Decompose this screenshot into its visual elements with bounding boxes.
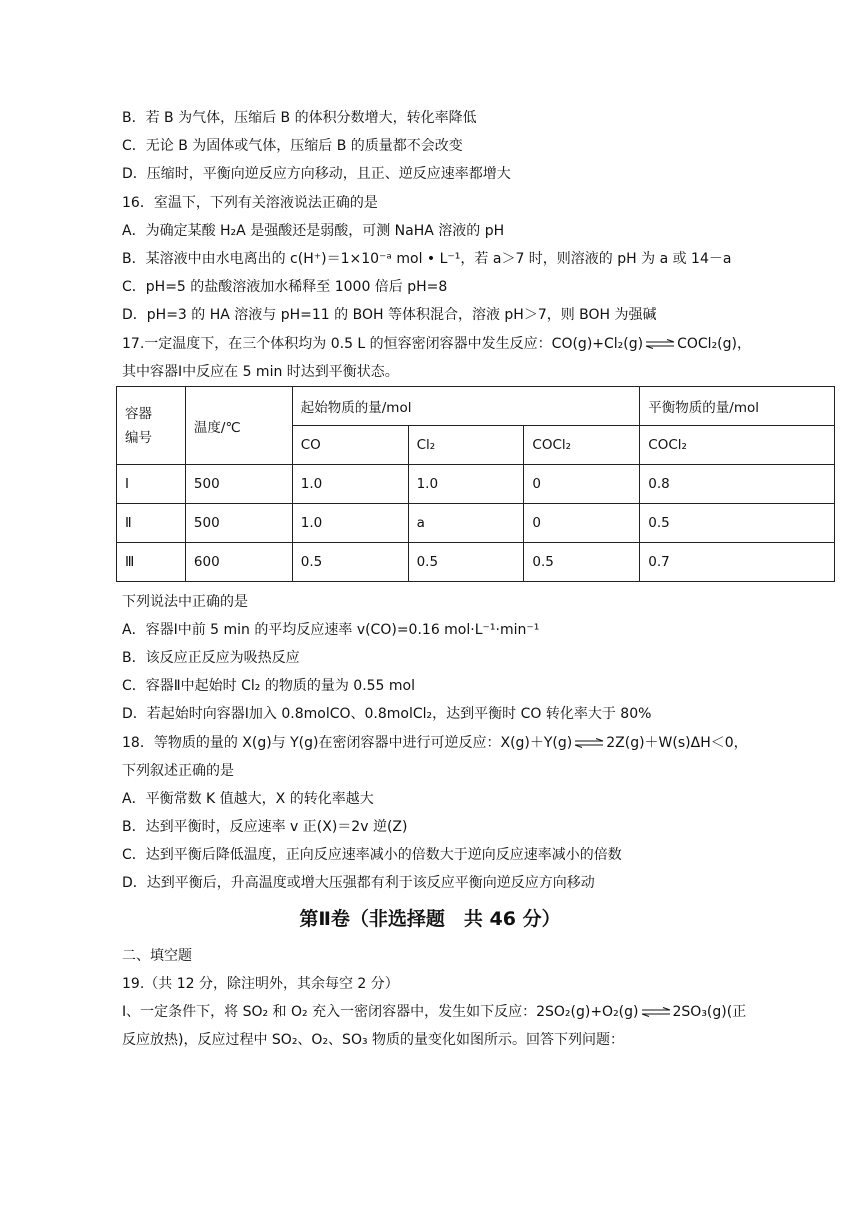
table-cell: 1.0 [408, 465, 524, 504]
q19-part-i-product: 2SO₃(g)(正 [672, 1004, 747, 1020]
q16-option-a: A．为确定某酸 H₂A 是强酸还是弱酸，可测 NaHA 溶液的 pH [122, 223, 505, 239]
table-row [117, 543, 835, 582]
table-cell: 500 [185, 504, 292, 543]
q17-stem-2: 其中容器Ⅰ中反应在 5 min 时达到平衡状态。 [122, 364, 399, 380]
q17-stem [122, 334, 751, 354]
table-cell: 0 [524, 465, 640, 504]
q18-stem-text: 18．等物质的量的 X(g)与 Y(g)在密闭容器中进行可逆反应：X(g)＋Y(g) [122, 735, 573, 751]
table-cell: 0.5 [408, 543, 524, 582]
q17-option-a: A．容器Ⅰ中前 5 min 的平均反应速率 v(CO)=0.16 mol·L⁻¹·min⁻¹ [122, 622, 540, 638]
equilibrium-arrow-icon [645, 339, 675, 349]
section-fill-in-heading: 二、填空题 [122, 948, 192, 964]
q18-option-a: A．平衡常数 K 值越大，X 的转化率越大 [122, 791, 374, 807]
q18-stem [122, 733, 748, 753]
q17-stem-product: COCl₂(g)， [677, 336, 751, 352]
q16-option-d: D．pH=3 的 HA 溶液与 pH=11 的 BOH 等体积混合，溶液 pH＞7，则 BOH 为强碱 [122, 307, 657, 323]
q17-option-c: C．容器Ⅱ中起始时 Cl₂ 的物质的量为 0.55 mol [122, 678, 416, 694]
q17-prompt: 下列说法中正确的是 [122, 594, 248, 610]
table-cell: 1.0 [292, 504, 408, 543]
table-row [117, 504, 835, 543]
table-cell: 0.7 [640, 543, 835, 582]
q17-option-b: B．该反应正反应为吸热反应 [122, 650, 300, 666]
q19-part-i [122, 1002, 746, 1022]
table-cell: Ⅱ [117, 504, 186, 543]
header-container-no: 容器 编号 [117, 387, 186, 465]
subheader-co: CO [292, 426, 408, 465]
table-cell: 0.5 [524, 543, 640, 582]
table-row [117, 465, 835, 504]
q16-option-c: C．pH=5 的盐酸溶液加水稀释至 1000 倍后 pH=8 [122, 279, 448, 295]
table-cell: 0.5 [292, 543, 408, 582]
subheader-cl2: Cl₂ [408, 426, 524, 465]
table-cell: Ⅰ [117, 465, 186, 504]
table-cell: 600 [185, 543, 292, 582]
q18-option-d: D．达到平衡后，升高温度或增大压强都有利于该反应平衡向逆反应方向移动 [122, 875, 595, 891]
q19-part-i-2: 反应放热)，反应过程中 SO₂、O₂、SO₃ 物质的量变化如图所示。回答下列问题： [122, 1032, 625, 1048]
q15-option-c: C．无论 B 为固体或气体，压缩后 B 的质量都不会改变 [122, 138, 463, 154]
header-equilibrium-amount: 平衡物质的量/mol [640, 387, 835, 426]
header-temperature: 温度/℃ [185, 387, 292, 465]
table-cell: Ⅲ [117, 543, 186, 582]
q18-option-c: C．达到平衡后降低温度，正向反应速率减小的倍数大于逆向反应速率减小的倍数 [122, 847, 622, 863]
q18-prompt: 下列叙述正确的是 [122, 763, 234, 779]
q15-option-b: B．若 B 为气体，压缩后 B 的体积分数增大，转化率降低 [122, 110, 477, 126]
equilibrium-data-table [116, 386, 835, 582]
equilibrium-arrow-icon [641, 1007, 671, 1017]
table-cell: a [408, 504, 524, 543]
q15-option-d: D．压缩时，平衡向逆反应方向移动，且正、逆反应速率都增大 [122, 166, 511, 182]
table-cell: 0.5 [640, 504, 835, 543]
q17-stem-text: 17.一定温度下，在三个体积均为 0.5 L 的恒容密闭容器中发生反应：CO(g)+Cl₂(g) [122, 336, 644, 352]
q18-stem-products: 2Z(g)＋W(s)ΔH＜0， [606, 735, 748, 751]
equilibrium-arrow-icon [574, 738, 604, 748]
q17-option-d: D．若起始时向容器Ⅰ加入 0.8molCO、0.8molCl₂，达到平衡时 CO 转化率大于 80% [122, 706, 652, 722]
section-title: 第Ⅱ卷（非选择题 共 46 分） [299, 908, 561, 930]
table-cell: 1.0 [292, 465, 408, 504]
table-cell: 0 [524, 504, 640, 543]
subheader-cocl2-initial: COCl₂ [524, 426, 640, 465]
q19-part-i-text: I、一定条件下，将 SO₂ 和 O₂ 充入一密闭容器中，发生如下反应：2SO₂(g)+O₂(g) [122, 1004, 639, 1020]
q16-stem: 16．室温下，下列有关溶液说法正确的是 [122, 195, 378, 211]
q16-option-b: B．某溶液中由水电离出的 c(H⁺)＝1×10⁻ᵃ mol • L⁻¹，若 a＞7 时，则溶液的 pH 为 a 或 14－a [122, 251, 732, 267]
subheader-cocl2-equilibrium: COCl₂ [640, 426, 835, 465]
table-cell: 0.8 [640, 465, 835, 504]
q18-option-b: B．达到平衡时，反应速率 v 正(X)＝2v 逆(Z) [122, 819, 408, 835]
q19-stem: 19.（共 12 分，除注明外，其余每空 2 分） [122, 976, 399, 992]
table-cell: 500 [185, 465, 292, 504]
header-initial-amount: 起始物质的量/mol [292, 387, 640, 426]
